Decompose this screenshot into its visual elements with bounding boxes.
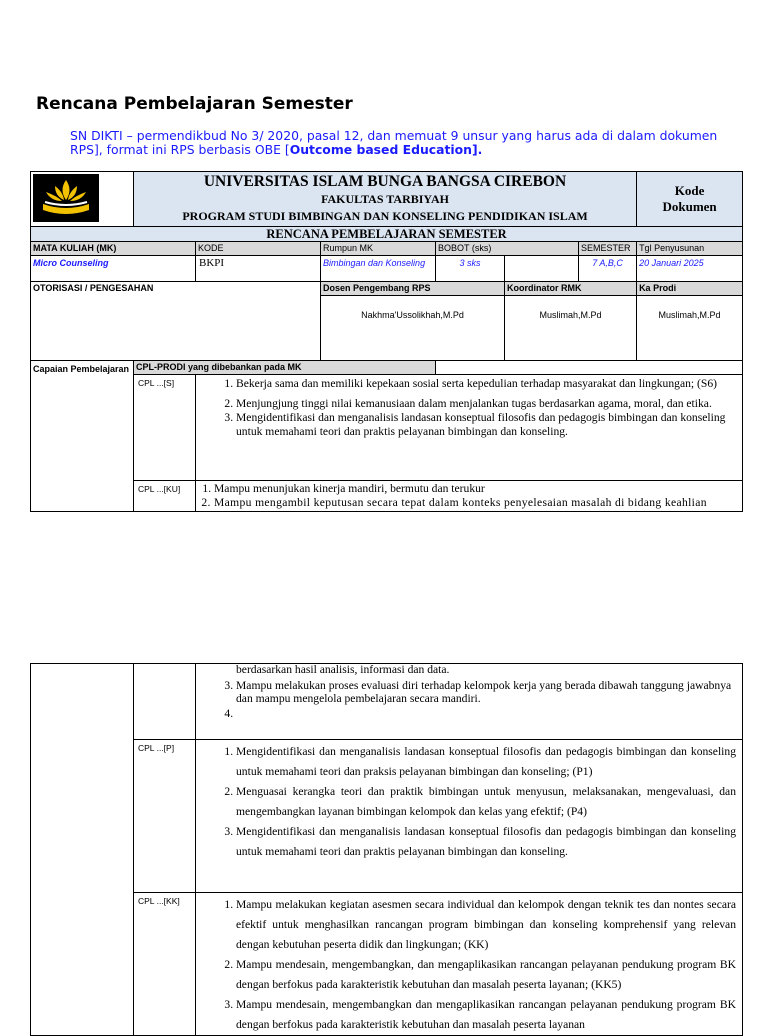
cpl-p-item: 2. Menguasai kerangka teori dan praktik bimbingan untuk menyusun, melaksanakan, mengevaluasi, dan mengembangkan layanan bimbingan kelompok dan kelas yang efektif; (P4) bbox=[236, 782, 736, 822]
label-kode: KODE bbox=[196, 242, 321, 256]
cpl-ku-list-cont bbox=[196, 679, 742, 720]
intro-text: SN DIKTI – permendikbud No 3/ 2020, pasal 12, dan memuat 9 unsur yang harus ada di dalam dokumen RPS], format ini RPS berbasis OBE [ bbox=[70, 128, 718, 157]
cpl-ku-item: 1. Mampu menunjukan kinerja mandiri, bermutu dan terukur bbox=[214, 482, 736, 496]
rps-table-page2 bbox=[30, 663, 743, 1036]
value-semester: 7 A,B,C bbox=[579, 256, 637, 282]
cpl-prodi-blank bbox=[436, 361, 743, 375]
cpl-kk-item: 2. Mampu mendesain, mengembangkan, dan mengaplikasikan rancangan pelayanan pendukung program BK dengan berfokus pada karakteristik kebutuhan dan masalah peserta layanan; (KK5) bbox=[236, 955, 736, 995]
value-mata-kuliah: Micro Counseling bbox=[31, 256, 196, 282]
cpl-ku-continued-content bbox=[196, 664, 743, 740]
cpl-p-item: 3. Mengidentifikasi dan menganalisis landasan konseptual filosofis dan pedagogis bimbingan dan konseling untuk memahami teori dan praktis pelayanan bimbingan dan konseling. bbox=[236, 822, 736, 862]
label-bobot: BOBOT (sks) bbox=[436, 242, 579, 256]
university-name: UNIVERSITAS ISLAM BUNGA BANGSA CIREBON bbox=[203, 173, 567, 190]
cpl-ku-content bbox=[196, 481, 743, 512]
cpl-s-item: 2. Menjungjung tinggi nilai kemanusiaan dalam menjalankan tugas berdasarkan agama, moral, dan etika. bbox=[236, 397, 736, 411]
intro-bold-text: Outcome based Education]. bbox=[289, 142, 483, 157]
university-header bbox=[134, 172, 637, 227]
logo-cell bbox=[31, 172, 134, 227]
rps-table-page1 bbox=[30, 171, 743, 512]
value-dosen: Nakhma'Ussolikhah,M.Pd bbox=[321, 296, 505, 361]
cpl-ku-item bbox=[236, 707, 736, 720]
cpl-kk-label: CPL ...[KK] bbox=[134, 893, 196, 1036]
cpl-p-label: CPL ...[P] bbox=[134, 740, 196, 893]
cpl-ku-list bbox=[196, 482, 742, 509]
rps-title: RENCANA PEMBELAJARAN SEMESTER bbox=[31, 227, 743, 242]
label-capaian: Capaian Pembelajaran bbox=[31, 361, 134, 512]
value-koordinator: Muslimah,M.Pd bbox=[505, 296, 637, 361]
intro-paragraph bbox=[70, 129, 730, 157]
label-otorisasi: OTORISASI / PENGESAHAN bbox=[31, 282, 321, 361]
label-dosen-pengembang: Dosen Pengembang RPS bbox=[321, 282, 505, 296]
label-mata-kuliah: MATA KULIAH (MK) bbox=[31, 242, 196, 256]
cpl-s-item: 3. Mengidentifikasi dan menganalisis landasan konseptual filosofis dan pedagogis bimbingan dan konseling untuk memahami teori dan praktis pelayanan bimbingan dan konseling. bbox=[236, 411, 736, 439]
cpl-ku-item: 2. Mampu mengambil keputusan secara tepat dalam konteks penyelesaian masalah di bidang keahlian bbox=[214, 496, 736, 509]
label-kaprodi: Ka Prodi bbox=[637, 282, 743, 296]
label-rumpun: Rumpun MK bbox=[321, 242, 436, 256]
cpl-ku-label: CPL ...[KU] bbox=[134, 481, 196, 512]
label-tgl: Tgl Penyusunan bbox=[637, 242, 743, 256]
cpl-ku-continued-label bbox=[134, 664, 196, 740]
cpl-p-list bbox=[196, 742, 742, 862]
cpl-p-content bbox=[196, 740, 743, 893]
capaian-continued-cell bbox=[31, 664, 134, 1036]
cpl-ku-continuation: berdasarkan hasil analisis, informasi dan data. bbox=[236, 663, 450, 676]
cpl-kk-item: 3. Mampu mendesain, mengembangkan dan mengaplikasikan rancangan pelayanan pendukung program BK dengan berfokus pada karakteristik kebutuhan dan masalah peserta layanan bbox=[236, 995, 736, 1035]
faculty-name: FAKULTAS TARBIYAH bbox=[321, 192, 449, 206]
label-cpl-prodi: CPL-PRODI yang dibebankan pada MK bbox=[134, 361, 436, 375]
cpl-kk-list bbox=[196, 895, 742, 1035]
university-logo-icon bbox=[33, 174, 99, 222]
label-semester: SEMESTER bbox=[579, 242, 637, 256]
cpl-s-item: 1. Bekerja sama dan memiliki kepekaan sosial serta kepedulian terhadap masyarakat dan lingkungan; (S6) bbox=[236, 377, 736, 391]
value-rumpun: Bimbingan dan Konseling bbox=[321, 256, 436, 282]
page-title: Rencana Pembelajaran Semester bbox=[36, 94, 353, 114]
program-name: PROGRAM STUDI BIMBINGAN DAN KONSELING PENDIDIKAN ISLAM bbox=[182, 209, 588, 223]
kode-dokumen: Kode Dokumen bbox=[637, 172, 743, 227]
label-koordinator: Koordinator RMK bbox=[505, 282, 637, 296]
value-tgl: 20 Januari 2025 bbox=[637, 256, 743, 282]
cpl-ku-item: 3. Mampu melakukan proses evaluasi diri terhadap kelompok kerja yang berada dibawah tanggung jawabnya dan mampu mengelola pembelajaran secara mandiri. bbox=[236, 679, 736, 705]
value-kaprodi: Muslimah,M.Pd bbox=[637, 296, 743, 361]
cpl-kk-content bbox=[196, 893, 743, 1036]
cpl-s-list bbox=[196, 377, 742, 439]
cpl-s-content bbox=[196, 375, 743, 481]
cpl-kk-item: 1. Mampu melakukan kegiatan asesmen secara individual dan kelompok dengan teknik tes dan nontes secara efektif untuk menghasilkan rancangan program bimbingan dan konseling komprehensif yang relevan dengan kebutuhan peserta didik dan lingkungan; (KK) bbox=[236, 895, 736, 955]
value-kode: BKPI bbox=[196, 256, 321, 282]
value-bobot-blank bbox=[505, 256, 579, 282]
value-bobot: 3 sks bbox=[436, 256, 505, 282]
cpl-p-item: 1. Mengidentifikasi dan menganalisis landasan konseptual filosofis dan pedagogis bimbingan dan konseling untuk memahami teori dan praksis pelayanan bimbingan dan konseling; (P1) bbox=[236, 742, 736, 782]
cpl-s-label: CPL ...[S] bbox=[134, 375, 196, 481]
